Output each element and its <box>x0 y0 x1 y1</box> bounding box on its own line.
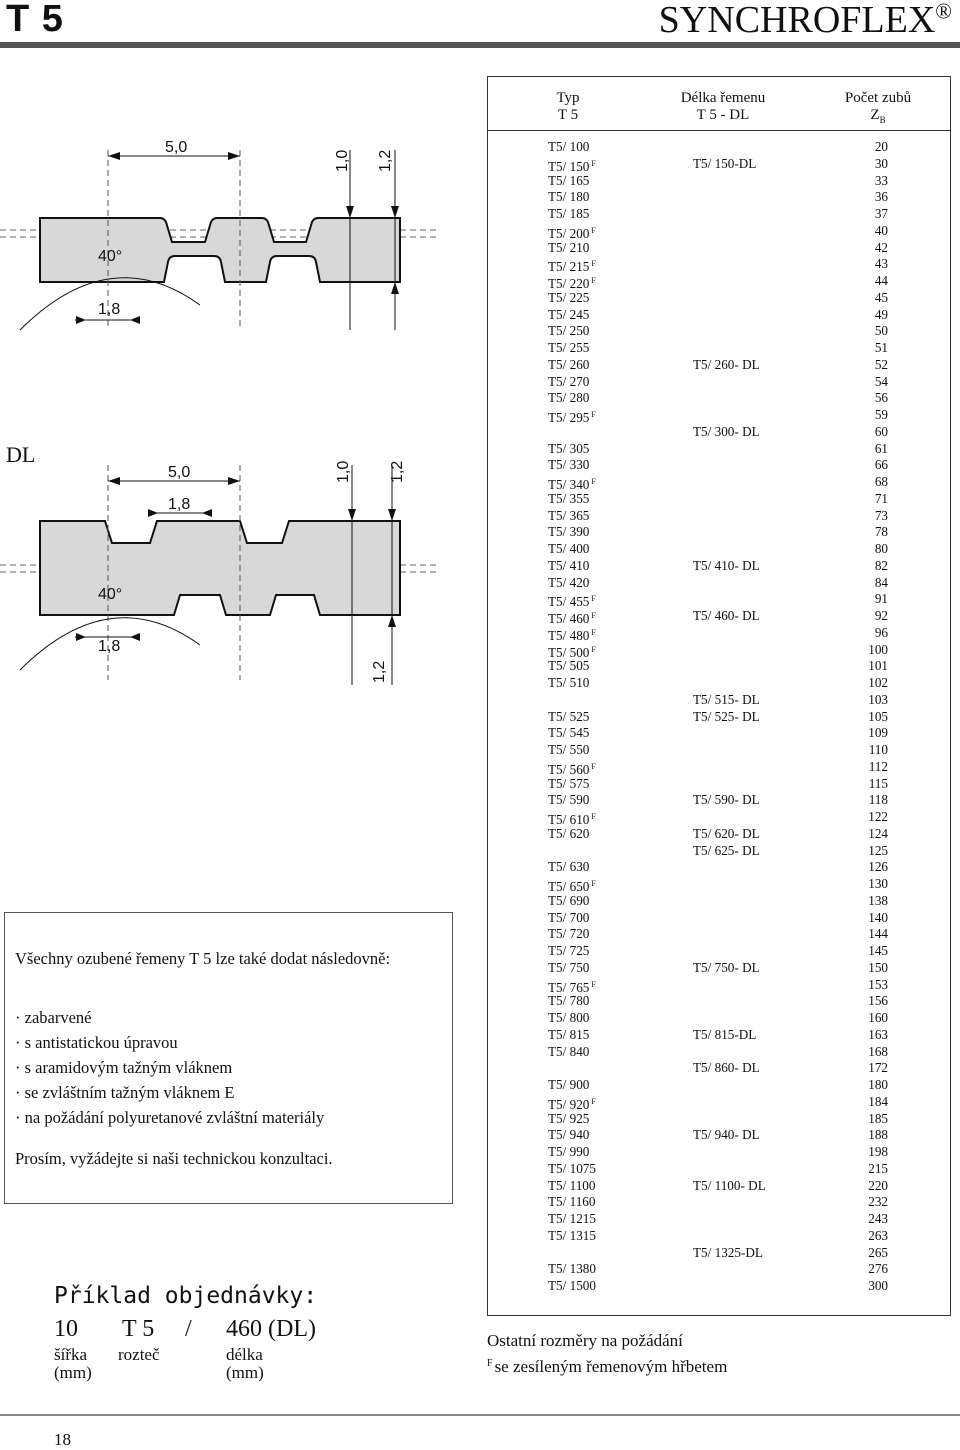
cell-typ: T5/ 270 <box>548 373 590 389</box>
table-row <box>488 742 950 759</box>
list-item: · zabarvené <box>15 1008 92 1027</box>
double-belt-profile-drawing <box>0 455 440 695</box>
table-row <box>488 441 950 458</box>
cell-dl: T5/ 860- DL <box>693 1060 760 1076</box>
table-row <box>488 642 950 659</box>
table-row <box>488 1111 950 1128</box>
cell-teeth: 37 <box>874 206 888 221</box>
cell-teeth: 40 <box>874 222 888 238</box>
table-row <box>488 558 950 575</box>
table-row <box>488 374 950 391</box>
table-row <box>488 390 950 407</box>
cell-typ: T5/ 1315 <box>548 1227 596 1243</box>
cell-teeth: 124 <box>868 825 888 841</box>
cell-teeth: 103 <box>868 691 888 707</box>
list-item: · na požádání polyuretanové zvláštní materiály <box>15 1108 325 1127</box>
dl-angle-label: 40° <box>98 586 123 603</box>
cell-dl: T5/ 625- DL <box>693 842 760 858</box>
cell-teeth: 145 <box>868 943 888 958</box>
table-row <box>488 625 950 642</box>
footer-rule <box>0 1414 960 1416</box>
f-mark: F <box>591 594 596 604</box>
f-mark: F <box>591 812 596 821</box>
table-row <box>488 407 950 424</box>
cell-typ: T5/ 920 $^F$ <box>548 1096 596 1112</box>
order-type: T 5 <box>122 1316 155 1342</box>
cell-typ: T5/ 650 $^F$ <box>548 879 596 894</box>
cell-typ: T5/ 420 <box>548 574 590 590</box>
cell-teeth: 110 <box>868 742 888 757</box>
cell-typ: T5/ 590 <box>548 792 590 808</box>
cell-dl: T5/ 460- DL <box>693 608 760 623</box>
cell-teeth: 80 <box>874 541 888 556</box>
cell-dl: T5/ 260- DL <box>693 356 760 372</box>
table-row <box>488 273 950 290</box>
table-row <box>488 1211 950 1228</box>
cell-teeth: 44 <box>874 273 888 288</box>
list-item: · s antistatickou úpravou <box>15 1033 178 1052</box>
cell-typ: T5/ 610 $^F$ <box>548 812 596 827</box>
order-width: 10 <box>54 1316 78 1342</box>
f-mark: F <box>591 225 596 235</box>
cell-teeth: 122 <box>868 809 888 824</box>
list-item: · se zvláštním tažným vláknem E <box>15 1083 235 1102</box>
cell-dl: T5/ 1325-DL <box>693 1244 763 1260</box>
f-mark: F <box>591 477 596 486</box>
cell-typ: T5/ 185 <box>548 206 590 221</box>
cell-teeth: 102 <box>868 675 888 690</box>
cell-teeth: 198 <box>868 1144 888 1159</box>
dl-tooth-height-label: 1,0 <box>335 460 352 483</box>
info-outro: Prosím, vyžádejte si naši technickou konzultaci. <box>15 1149 333 1168</box>
cell-dl: T5/ 620- DL <box>693 825 760 841</box>
cell-teeth: 68 <box>874 474 888 489</box>
cell-typ: T5/ 340 $^F$ <box>548 477 596 492</box>
cell-typ: T5/ 990 <box>548 1144 590 1159</box>
cell-typ: T5/ 1500 <box>548 1278 596 1293</box>
table-row <box>488 1127 950 1144</box>
table-row <box>488 1060 950 1077</box>
column-header-pocet: Počet zubů $Z_B$ <box>844 90 912 125</box>
cell-teeth: 101 <box>868 658 888 674</box>
cell-teeth: 60 <box>874 423 888 439</box>
cell-dl: T5/ 300- DL <box>693 423 760 439</box>
cell-teeth: 130 <box>868 876 888 891</box>
cell-teeth: 243 <box>868 1211 888 1226</box>
cell-teeth: 92 <box>874 608 888 623</box>
cell-dl: T5/ 525- DL <box>693 708 760 724</box>
cell-typ: T5/ 455 $^F$ <box>548 594 596 610</box>
cell-teeth: 109 <box>868 725 888 741</box>
cell-teeth: 52 <box>874 356 888 372</box>
cell-teeth: 126 <box>868 859 888 875</box>
cell-dl: T5/ 1100- DL <box>693 1177 766 1193</box>
cell-typ: T5/ 280 <box>548 390 590 406</box>
cell-teeth: 185 <box>868 1110 888 1126</box>
table-row <box>488 792 950 809</box>
table-row <box>488 424 950 441</box>
table-row <box>488 223 950 240</box>
cell-teeth: 61 <box>874 440 888 456</box>
table-row <box>488 776 950 793</box>
table-row <box>488 1044 950 1061</box>
cell-typ: T5/ 510 <box>548 675 590 690</box>
cell-typ: T5/ 800 <box>548 1010 590 1025</box>
cell-typ: T5/ 210 <box>548 239 590 255</box>
belt-table <box>487 76 951 1316</box>
cell-typ: T5/ 330 <box>548 457 590 473</box>
cell-typ: T5/ 550 <box>548 742 590 757</box>
cell-typ: T5/ 150 $^F$ <box>548 158 596 174</box>
table-row <box>488 474 950 491</box>
order-length-label: délka <box>226 1345 263 1364</box>
cell-teeth: 115 <box>868 775 888 791</box>
brand-name: SYNCHROFLEX <box>658 0 936 41</box>
cell-typ: T5/ 525 <box>548 708 590 724</box>
cell-typ: T5/ 295 $^F$ <box>548 410 596 425</box>
table-row <box>488 173 950 190</box>
cell-typ: T5/ 1100 <box>548 1177 596 1193</box>
cell-teeth: 71 <box>874 490 888 506</box>
cell-teeth: 43 <box>874 256 888 272</box>
tooth-width-label: 1,8 <box>98 301 121 318</box>
cell-typ: T5/ 390 <box>548 524 590 540</box>
cell-typ: T5/ 225 <box>548 289 590 305</box>
cell-teeth: 91 <box>874 591 888 607</box>
table-row <box>488 189 950 206</box>
dl-tooth-width-label: 1,8 <box>98 638 121 655</box>
cell-teeth: 66 <box>874 457 888 473</box>
dl-label: DL <box>6 442 36 467</box>
cell-dl: T5/ 410- DL <box>693 557 760 573</box>
cell-typ: T5/ 250 <box>548 323 590 339</box>
info-list <box>15 1005 324 1130</box>
pitch-label: 5,0 <box>165 139 188 156</box>
cell-dl: T5/ 750- DL <box>693 959 760 975</box>
cell-dl: T5/ 940- DL <box>693 1127 760 1143</box>
order-width-label: šířka <box>54 1345 88 1364</box>
cell-typ: T5/ 840 <box>548 1043 590 1059</box>
cell-typ: T5/ 725 <box>548 943 590 958</box>
cell-teeth: 20 <box>874 139 888 154</box>
table-row <box>488 575 950 592</box>
cell-teeth: 188 <box>868 1127 888 1143</box>
f-mark: F <box>591 644 596 654</box>
cell-typ: T5/ 780 <box>548 993 590 1009</box>
cell-typ: T5/ 100 <box>548 139 590 154</box>
table-row <box>488 977 950 994</box>
table-row <box>488 206 950 223</box>
dl-top-width-label: 1,8 <box>168 496 191 513</box>
f-footnote: $^F$ se zesíleným řemenovým hřbetem <box>487 1357 728 1376</box>
cell-teeth: 168 <box>868 1043 888 1059</box>
header-rule <box>0 42 960 48</box>
f-mark: F <box>591 158 596 168</box>
cell-teeth: 232 <box>868 1194 888 1210</box>
cell-typ: T5/ 720 <box>548 926 590 942</box>
table-row <box>488 843 950 860</box>
list-item: · s aramidovým tažným vláknem <box>15 1058 233 1077</box>
table-row <box>488 1094 950 1111</box>
f-mark: F <box>591 879 596 888</box>
table-row <box>488 725 950 742</box>
table-row <box>488 876 950 893</box>
f-mark: F <box>591 276 596 285</box>
cell-dl: T5/ 150-DL <box>693 155 757 171</box>
f-mark: F <box>591 761 596 771</box>
cell-typ: T5/ 305 <box>548 440 590 456</box>
order-type-label: rozteč <box>118 1345 160 1364</box>
cell-typ: T5/ 260 <box>548 356 590 372</box>
cell-teeth: 153 <box>868 976 888 992</box>
single-belt-profile-drawing <box>0 130 440 340</box>
table-row <box>488 340 950 357</box>
table-row <box>488 1010 950 1027</box>
table-row <box>488 139 950 156</box>
f-mark: F <box>591 1096 596 1106</box>
cell-typ: T5/ 365 <box>548 507 590 523</box>
cell-teeth: 180 <box>868 1077 888 1092</box>
table-row <box>488 290 950 307</box>
cell-teeth: 160 <box>868 1010 888 1025</box>
cell-typ: T5/ 255 <box>548 340 590 355</box>
cell-teeth: 140 <box>868 909 888 925</box>
table-row <box>488 1178 950 1195</box>
table-row <box>488 926 950 943</box>
table-row <box>488 541 950 558</box>
cell-teeth: 163 <box>868 1026 888 1042</box>
dl-height-total-label: 1,2 <box>389 460 406 483</box>
tooth-height-label: 1,0 <box>334 149 351 172</box>
cell-typ: T5/ 575 <box>548 775 590 791</box>
order-length-unit: (mm) <box>226 1363 264 1382</box>
order-width-unit: (mm) <box>54 1363 92 1382</box>
cell-teeth: 125 <box>868 842 888 858</box>
info-box <box>4 912 453 1204</box>
table-row <box>488 591 950 608</box>
table-row <box>488 457 950 474</box>
cell-teeth: 82 <box>874 557 888 573</box>
cell-typ: T5/ 245 <box>548 306 590 322</box>
table-row <box>488 1261 950 1278</box>
brand-title <box>659 0 952 42</box>
cell-typ: T5/ 900 <box>548 1077 590 1092</box>
column-header-delka: Délka řemenu T 5 - DL <box>680 90 766 123</box>
f-mark: F <box>591 410 596 419</box>
table-row <box>488 1228 950 1245</box>
table-row <box>488 256 950 273</box>
table-body <box>488 139 950 1295</box>
cell-typ: T5/ 500 $^F$ <box>548 644 596 660</box>
cell-teeth: 100 <box>868 641 888 657</box>
cell-typ: T5/ 400 <box>548 541 590 556</box>
cell-typ: T5/ 1380 <box>548 1261 596 1277</box>
cell-teeth: 50 <box>874 323 888 339</box>
table-row <box>488 993 950 1010</box>
cell-typ: T5/ 700 <box>548 909 590 925</box>
cell-typ: T5/ 220 $^F$ <box>548 276 596 291</box>
height-total-label: 1,2 <box>377 149 394 172</box>
f-mark: F <box>591 611 596 620</box>
cell-teeth: 84 <box>874 574 888 590</box>
table-row <box>488 323 950 340</box>
table-row <box>488 508 950 525</box>
column-header-typ: Typ T 5 <box>556 90 580 123</box>
cell-teeth: 215 <box>868 1160 888 1176</box>
series-title: T 5 <box>6 0 64 40</box>
cell-typ: T5/ 180 <box>548 189 590 205</box>
cell-teeth: 33 <box>874 172 888 188</box>
info-intro: Všechny ozubené řemeny T 5 lze také dodat následovně: <box>15 949 391 968</box>
cell-teeth: 112 <box>868 758 888 774</box>
cell-teeth: 45 <box>874 289 888 305</box>
dl-bottom-height-label: 1,2 <box>371 660 388 683</box>
cell-typ: T5/ 560 $^F$ <box>548 761 596 777</box>
cell-typ: T5/ 925 <box>548 1110 590 1126</box>
cell-teeth: 118 <box>868 792 888 808</box>
table-row <box>488 859 950 876</box>
table-row <box>488 608 950 625</box>
table-row <box>488 1245 950 1262</box>
cell-dl: T5/ 815-DL <box>693 1026 757 1042</box>
table-row <box>488 910 950 927</box>
table-row <box>488 893 950 910</box>
cell-teeth: 49 <box>874 306 888 322</box>
angle-label: 40° <box>98 248 123 265</box>
dl-pitch-label: 5,0 <box>168 464 191 481</box>
cell-typ: T5/ 630 <box>548 859 590 875</box>
cell-typ: T5/ 1215 <box>548 1211 596 1226</box>
cell-typ: T5/ 505 <box>548 658 590 674</box>
cell-teeth: 276 <box>868 1261 888 1277</box>
cell-typ: T5/ 815 <box>548 1026 590 1042</box>
cell-teeth: 56 <box>874 390 888 406</box>
cell-teeth: 105 <box>868 708 888 724</box>
table-row <box>488 491 950 508</box>
table-row <box>488 156 950 173</box>
cell-typ: T5/ 215 $^F$ <box>548 259 596 275</box>
cell-teeth: 138 <box>868 892 888 908</box>
table-row <box>488 675 950 692</box>
f-mark: F <box>591 259 596 269</box>
table-row <box>488 1278 950 1295</box>
cell-typ: T5/ 480 $^F$ <box>548 627 596 643</box>
cell-teeth: 51 <box>874 340 888 355</box>
cell-dl: T5/ 590- DL <box>693 792 760 808</box>
cell-teeth: 144 <box>868 926 888 942</box>
table-row <box>488 692 950 709</box>
cell-teeth: 184 <box>868 1093 888 1109</box>
cell-teeth: 78 <box>874 524 888 540</box>
page-number: 18 <box>54 1430 71 1449</box>
cell-teeth: 300 <box>868 1278 888 1293</box>
table-row <box>488 1077 950 1094</box>
cell-teeth: 265 <box>868 1244 888 1260</box>
table-row <box>488 826 950 843</box>
table-row <box>488 524 950 541</box>
table-header-divider <box>488 130 950 131</box>
cell-teeth: 59 <box>874 407 888 422</box>
cell-typ: T5/ 355 <box>548 490 590 506</box>
table-row <box>488 960 950 977</box>
table-row <box>488 943 950 960</box>
cell-teeth: 156 <box>868 993 888 1009</box>
cell-typ: T5/ 620 <box>548 825 590 841</box>
cell-teeth: 263 <box>868 1227 888 1243</box>
table-row <box>488 809 950 826</box>
f-mark: F <box>591 627 596 637</box>
table-row <box>488 307 950 324</box>
table-row <box>488 1144 950 1161</box>
cell-teeth: 30 <box>874 155 888 171</box>
order-separator: / <box>185 1316 192 1342</box>
table-row <box>488 357 950 374</box>
cell-teeth: 150 <box>868 959 888 975</box>
table-row <box>488 709 950 726</box>
cell-typ: T5/ 750 <box>548 959 590 975</box>
cell-teeth: 96 <box>874 624 888 640</box>
cell-teeth: 42 <box>874 239 888 255</box>
cell-typ: T5/ 765 $^F$ <box>548 979 596 995</box>
table-row <box>488 1027 950 1044</box>
cell-teeth: 172 <box>868 1060 888 1076</box>
order-title: Příklad objednávky: <box>54 1283 318 1309</box>
table-row <box>488 1194 950 1211</box>
other-sizes-note: Ostatní rozměry na požádání <box>487 1331 683 1350</box>
cell-typ: T5/ 460 $^F$ <box>548 611 596 626</box>
cell-typ: T5/ 545 <box>548 725 590 741</box>
cell-typ: T5/ 1075 <box>548 1160 596 1176</box>
cell-typ: T5/ 410 <box>548 557 590 573</box>
f-mark: F <box>591 979 596 989</box>
table-row <box>488 1161 950 1178</box>
table-row <box>488 759 950 776</box>
cell-teeth: 36 <box>874 189 888 205</box>
table-row <box>488 658 950 675</box>
cell-teeth: 220 <box>868 1177 888 1193</box>
cell-teeth: 54 <box>874 373 888 389</box>
registered-mark: ® <box>935 0 952 24</box>
cell-typ: T5/ 940 <box>548 1127 590 1143</box>
cell-teeth: 73 <box>874 507 888 523</box>
table-row <box>488 240 950 257</box>
cell-typ: T5/ 200 $^F$ <box>548 225 596 241</box>
cell-typ: T5/ 165 <box>548 172 590 188</box>
order-length: 460 (DL) <box>226 1316 316 1342</box>
cell-typ: T5/ 1160 <box>548 1194 596 1210</box>
cell-typ: T5/ 690 <box>548 892 590 908</box>
cell-dl: T5/ 515- DL <box>693 691 760 707</box>
